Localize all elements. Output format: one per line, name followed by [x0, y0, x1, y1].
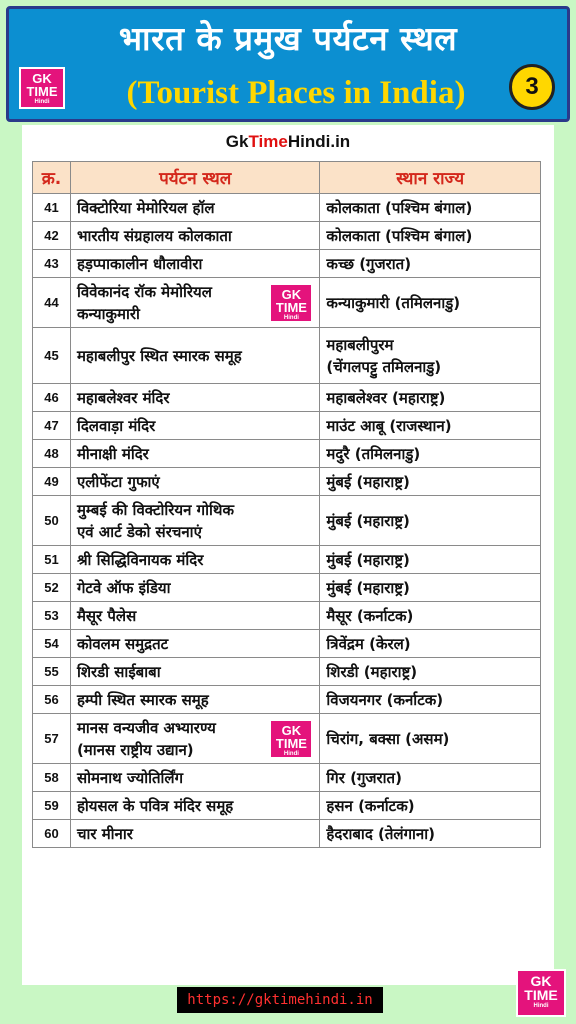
place-name: विवेकानंद रॉक मेमोरियल: [76, 282, 212, 301]
content-sheet: [22, 125, 554, 985]
row-number: 49: [33, 468, 71, 496]
place-cell: [70, 496, 319, 546]
place-name: मैसूर पैलेस: [76, 606, 137, 625]
state-name: कोलकाता (पश्चिम बंगाल): [326, 226, 473, 245]
table-row: [33, 658, 541, 686]
place-cell: [70, 714, 319, 764]
gk-time-logo-inline: GK TIME Hindi: [269, 719, 313, 759]
table-row: [33, 440, 541, 468]
place-cell: [70, 686, 319, 714]
state-cell: [320, 764, 541, 792]
place-name: हड़प्पाकालीन धौलावीरा: [76, 254, 203, 273]
place-cell: [70, 412, 319, 440]
state-name: माउंट आबू (राजस्थान): [326, 416, 452, 435]
row-number: 57: [33, 714, 71, 764]
table-row: [33, 278, 541, 328]
state-cell: [320, 820, 541, 848]
table-row: [33, 328, 541, 384]
state-cell: [320, 468, 541, 496]
page-title: भारत के प्रमुख पर्यटन स्थल: [118, 19, 458, 58]
place-name: मुम्बई की विक्टोरियन गोथिक: [76, 500, 234, 519]
place-name: श्री सिद्धिविनायक मंदिर: [76, 550, 204, 569]
state-name: हैदराबाद (तेलंगाना): [326, 824, 435, 843]
state-cell: [320, 546, 541, 574]
row-number: 41: [33, 194, 71, 222]
header-state: स्थान राज्य: [320, 162, 541, 194]
gk-time-logo: GK TIME Hindi: [19, 67, 65, 109]
table-row: [33, 222, 541, 250]
state-name: मदुरै (तमिलनाडु): [326, 444, 421, 463]
place-cell: [70, 440, 319, 468]
row-number: 42: [33, 222, 71, 250]
table-row: [33, 792, 541, 820]
place-name-line2: एवं आर्ट डेको संरचनाएं: [76, 522, 202, 541]
place-cell: [70, 468, 319, 496]
state-name: महाबलेश्वर (महाराष्ट्र): [326, 388, 446, 407]
row-number: 48: [33, 440, 71, 468]
state-name: कन्याकुमारी (तमिलनाडु): [326, 293, 461, 312]
place-name: सोमनाथ ज्योतिर्लिंग: [76, 768, 184, 787]
row-number: 59: [33, 792, 71, 820]
gk-time-logo-footer: GK TIME Hindi: [516, 969, 566, 1017]
state-name: कच्छ (गुजरात): [326, 254, 412, 273]
page-subtitle: (Tourist Places in India): [126, 75, 466, 111]
row-number: 52: [33, 574, 71, 602]
state-cell: [320, 496, 541, 546]
place-name: एलीफेंटा गुफाएं: [76, 472, 160, 491]
state-name: मुंबई (महाराष्ट्र): [326, 472, 410, 491]
row-number: 45: [33, 328, 71, 384]
state-name: त्रिवेंद्रम (केरल): [326, 634, 411, 653]
table-row: [33, 764, 541, 792]
place-cell: [70, 278, 319, 328]
place-cell: [70, 658, 319, 686]
place-name-line2: (मानस राष्ट्रीय उद्यान): [76, 740, 194, 759]
place-name: चार मीनार: [76, 824, 133, 843]
state-cell: [320, 686, 541, 714]
place-cell: [70, 792, 319, 820]
state-cell: [320, 658, 541, 686]
place-cell: [70, 820, 319, 848]
part-number-badge: 3: [509, 64, 555, 110]
state-name-line2: (चेंगलपट्टु तमिलनाडु): [326, 357, 442, 376]
place-name: होयसल के पवित्र मंदिर समूह: [76, 796, 234, 815]
place-name: विक्टोरिया मेमोरियल हॉल: [76, 198, 215, 217]
place-name: गेटवे ऑफ इंडिया: [76, 578, 171, 597]
place-name: कोवलम समुद्रतट: [76, 634, 169, 653]
row-number: 47: [33, 412, 71, 440]
place-cell: [70, 384, 319, 412]
place-name: दिलवाड़ा मंदिर: [76, 416, 156, 435]
table-row: [33, 714, 541, 764]
state-name: गिर (गुजरात): [326, 768, 402, 787]
place-name: महाबलेश्वर मंदिर: [76, 388, 170, 407]
table-row: [33, 686, 541, 714]
state-name: मुंबई (महाराष्ट्र): [326, 511, 410, 530]
place-name: शिरडी साईबाबा: [76, 662, 161, 681]
state-cell: [320, 278, 541, 328]
table-row: [33, 602, 541, 630]
state-cell: [320, 714, 541, 764]
row-number: 55: [33, 658, 71, 686]
gk-time-logo-inline: GK TIME Hindi: [269, 283, 313, 323]
state-cell: [320, 194, 541, 222]
row-number: 51: [33, 546, 71, 574]
table-row: [33, 468, 541, 496]
state-cell: [320, 384, 541, 412]
row-number: 53: [33, 602, 71, 630]
place-cell: [70, 602, 319, 630]
table-row: [33, 496, 541, 546]
state-cell: [320, 440, 541, 468]
row-number: 56: [33, 686, 71, 714]
place-cell: [70, 328, 319, 384]
state-name: विजयनगर (कर्नाटक): [326, 690, 444, 709]
state-name: शिरडी (महाराष्ट्र): [326, 662, 418, 681]
table-row: [33, 412, 541, 440]
website-link[interactable]: https://gktimehindi.in: [177, 987, 383, 1013]
header-no: क्र.: [33, 162, 71, 194]
table-row: [33, 194, 541, 222]
state-name: कोलकाता (पश्चिम बंगाल): [326, 198, 473, 217]
state-cell: [320, 222, 541, 250]
row-number: 44: [33, 278, 71, 328]
state-cell: [320, 250, 541, 278]
row-number: 60: [33, 820, 71, 848]
place-cell: [70, 630, 319, 658]
table-header-row: [33, 162, 541, 194]
row-number: 46: [33, 384, 71, 412]
table-row: [33, 250, 541, 278]
place-cell: [70, 194, 319, 222]
table-row: [33, 546, 541, 574]
state-name: हसन (कर्नाटक): [326, 796, 415, 815]
place-cell: [70, 764, 319, 792]
place-cell: [70, 250, 319, 278]
state-cell: [320, 412, 541, 440]
site-name: GkTimeHindi.in: [225, 132, 351, 151]
state-name: मुंबई (महाराष्ट्र): [326, 578, 410, 597]
place-name: महाबलीपुर स्थित स्मारक समूह: [76, 346, 242, 365]
place-name: मानस वन्यजीव अभ्यारण्य: [76, 718, 216, 737]
header-place: पर्यटन स्थल: [70, 162, 319, 194]
state-cell: [320, 792, 541, 820]
state-cell: [320, 602, 541, 630]
place-name: भारतीय संग्रहालय कोलकाता: [76, 226, 232, 245]
header-banner: [6, 6, 570, 122]
row-number: 43: [33, 250, 71, 278]
state-name: महाबलीपुरम: [326, 335, 394, 354]
place-cell: [70, 222, 319, 250]
place-cell: [70, 574, 319, 602]
row-number: 58: [33, 764, 71, 792]
table-row: [33, 384, 541, 412]
state-cell: [320, 630, 541, 658]
state-cell: [320, 574, 541, 602]
place-name-line2: कन्याकुमारी: [76, 304, 140, 323]
table-row: [33, 574, 541, 602]
table-row: [33, 820, 541, 848]
state-name: मैसूर (कर्नाटक): [326, 606, 414, 625]
row-number: 54: [33, 630, 71, 658]
place-name: मीनाक्षी मंदिर: [76, 444, 149, 463]
row-number: 50: [33, 496, 71, 546]
place-cell: [70, 546, 319, 574]
table-row: [33, 630, 541, 658]
state-cell: [320, 328, 541, 384]
state-name: मुंबई (महाराष्ट्र): [326, 550, 410, 569]
state-name: चिरांग, बक्सा (असम): [326, 729, 450, 748]
place-name: हम्पी स्थित स्मारक समूह: [76, 690, 209, 709]
tourist-places-table: [32, 161, 541, 848]
